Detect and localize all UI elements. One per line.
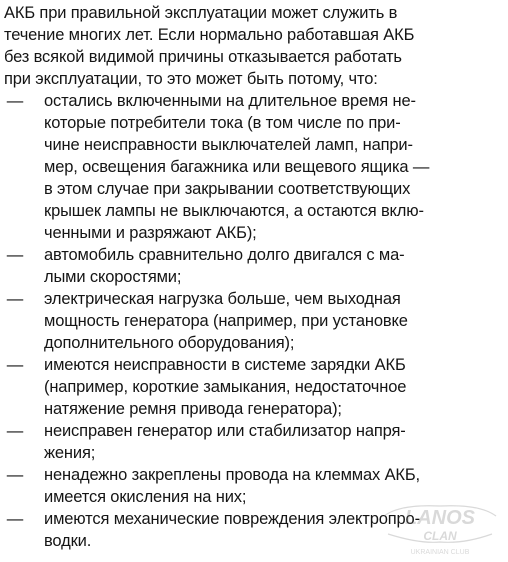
list-dash: — [6, 356, 24, 374]
list-item-line: неисправен генератор или стабилизатор напря- [44, 422, 406, 440]
watermark-text-top: LANOS [405, 507, 475, 529]
list-item-line: остались включенными на длительное время не- [44, 92, 416, 110]
list-item-line: дополнительного оборудования); [44, 334, 295, 352]
list-item-line: водки. [44, 532, 92, 550]
list-item-line: имеются механические повреждения электропро- [44, 510, 420, 528]
list-item-line: ненадежно закреплены провода на клеммах АКБ, [44, 466, 420, 484]
list-item-line: жения; [44, 444, 96, 462]
watermark-text-bottom: UKRAINIAN CLUB [410, 549, 470, 556]
list-item-line: которые потребители тока (в том числе по при- [44, 114, 401, 132]
intro-line: АКБ при правильной эксплуатации может служить в [4, 4, 398, 22]
list-item-line: (например, короткие замыкания, недостаточное [44, 378, 407, 396]
list-item-line: лыми скоростями; [44, 268, 182, 286]
list-dash: — [6, 246, 24, 264]
intro-line: без всякой видимой причины отказывается работать [4, 48, 402, 66]
list-item-line: чине неисправности выключателей ламп, напри- [44, 136, 413, 154]
list-item-line: крышек лампы не выключаются, а остаются вклю- [44, 202, 424, 220]
list-item-line: натяжение ремня привода генератора); [44, 400, 342, 418]
intro-line: при эксплуатации, то это может быть потому, что: [4, 70, 378, 88]
list-item-line: имеется окисления на них; [44, 488, 247, 506]
list-item-line: автомобиль сравнительно долго двигался с ма- [44, 246, 405, 264]
watermark-text-middle: CLAN [423, 529, 457, 543]
list-dash: — [6, 510, 24, 528]
list-item-line: мер, освещения багажника или вещевого ящика — [44, 158, 430, 176]
intro-line: течение многих лет. Если нормально работавшая АКБ [4, 26, 415, 44]
list-dash: — [6, 466, 24, 484]
list-item-line: ченными и разряжают АКБ); [44, 224, 257, 242]
list-item-line: электрическая нагрузка больше, чем выходная [44, 290, 401, 308]
lanos-clan-watermark-logo [380, 494, 500, 558]
list-item-line: в этом случае при закрывании соответствующих [44, 180, 411, 198]
list-dash: — [6, 92, 24, 110]
list-dash: — [6, 290, 24, 308]
list-item-line: мощность генератора (например, при установке [44, 312, 408, 330]
list-dash: — [6, 422, 24, 440]
list-item-line: имеются неисправности в системе зарядки АКБ [44, 356, 406, 374]
